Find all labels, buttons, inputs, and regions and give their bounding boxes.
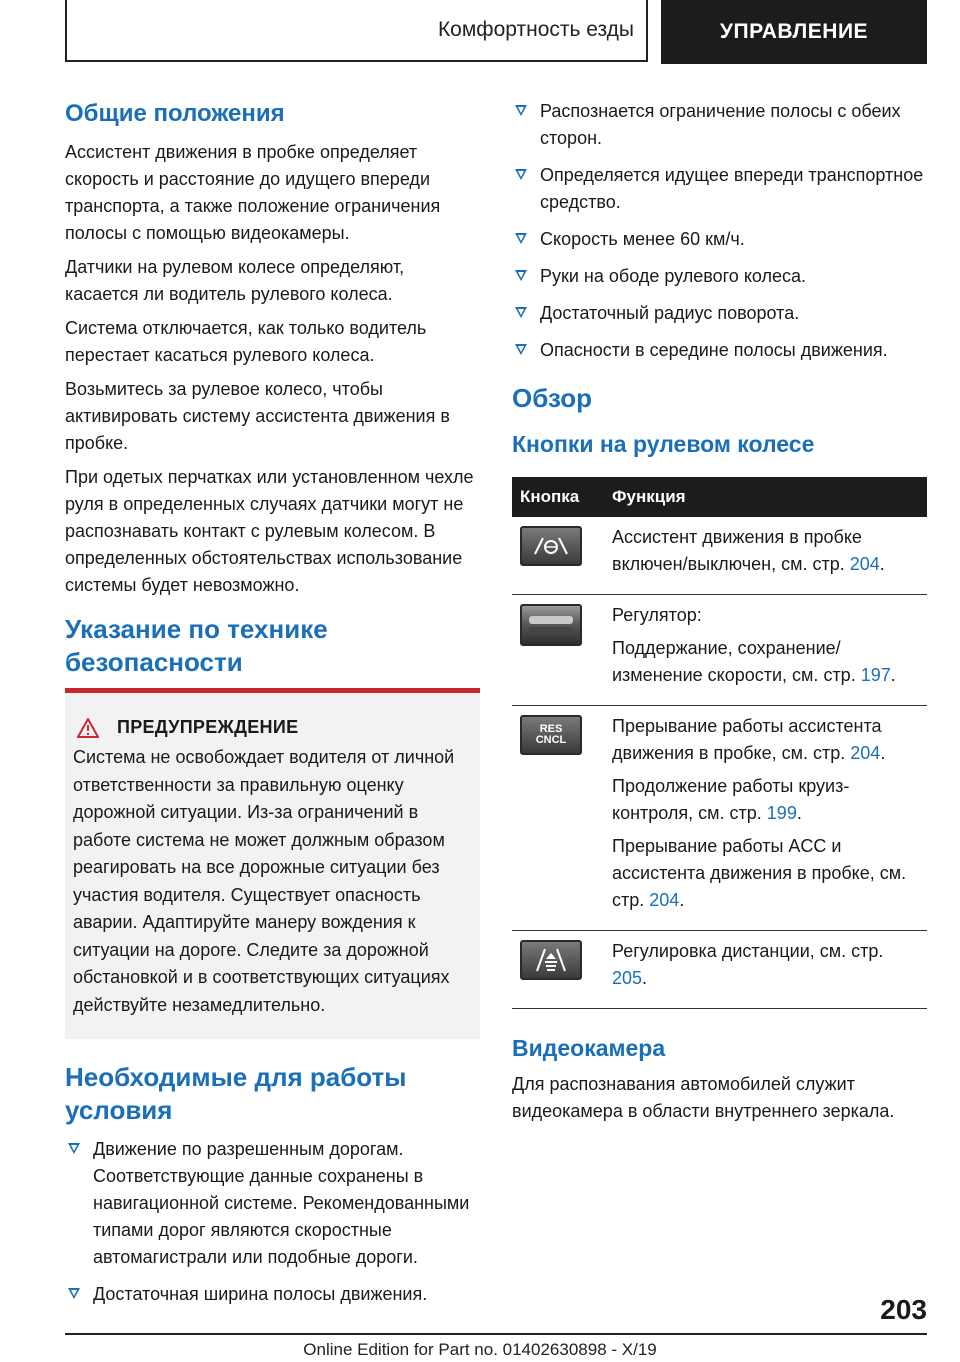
paragraph: Возьмитесь за рулевое колесо, чтобы активировать систему ассистента движения в пробке. [65,379,450,453]
conditions-list-continued [512,98,927,364]
table-row [512,595,927,706]
bullet-triangle-icon [515,105,527,116]
list-item: Достаточная ширина полосы движения. [65,1281,480,1308]
page-number: 203 [880,1294,927,1325]
edition-label: Online Edition for Part no. 01402630898 - X/19 [303,1340,657,1359]
list-item: Движение по разрешенным дорогам. Соответствующие данные сохранены в навигационной системе. Рекомендованными типами дорог являются скоростные автомагистрали или подобные дороги. [65,1136,480,1271]
column-header-function: Функция [604,477,927,517]
paragraph: Система отключается, как только водитель перестает касаться рулевого колеса. [65,318,427,365]
list-item: Определяется идущее впереди транспортное средство. [512,162,927,216]
footer-divider [65,1333,927,1335]
buttons-table [512,477,927,1009]
overview-heading: Обзор [512,383,592,413]
warning-text: Система не освобождает водителя от личной ответственности за правильную оценку дорожной ситуации. Из-за ограничений в работе система не может должным образом реагировать на все дорожные ситуации без участия водителя. Существует опасность аварии. Адаптируйте манеру вождения к ситуации на дороге. Следите за дорожной обстановкой и в соответствующих ситуациях действуйте незамедлительно. [73,747,455,1015]
safety-heading: Указание по технике безопасности [65,614,328,677]
conditions-list [65,1136,480,1308]
function-cell: Регулировка дистанции, см. стр. 205. [604,931,927,1009]
warning-header [73,717,472,738]
paragraph: Ассистент движения в пробке определяет скорость и расстояние до идущего впереди транспорта, а также положение ограничения полосы с помощью видеокамеры. [65,142,441,243]
table-row [512,517,927,595]
table-row [512,931,927,1009]
page-link[interactable]: 204 [649,890,680,910]
rocker-switch-icon [520,604,582,646]
left-column [65,98,480,1318]
section-title: Комфортность езды [65,0,648,62]
column-header-button: Кнопка [512,477,604,517]
list-item: Руки на ободе рулевого колеса. [512,263,927,290]
bullet-triangle-icon [68,1143,80,1154]
res-cncl-icon: RES CNCL [520,715,582,755]
bullet-triangle-icon [515,169,527,180]
buttons-heading: Кнопки на рулевом колесе [512,431,815,457]
right-column [512,98,927,1132]
list-item: Распознается ограничение полосы с обеих сторон. [512,98,927,152]
distance-control-icon [520,940,582,980]
bullet-triangle-icon [68,1288,80,1299]
bullet-triangle-icon [515,344,527,355]
function-cell: Ассистент движения в пробке включен/выключен, см. стр. 204. [604,517,927,595]
warning-box [65,688,480,1039]
page-header [65,0,927,64]
function-cell: Прерывание работы ассистента движения в пробке, см. стр. 204. Продолжение работы круиз-контроля, см. стр. 199. Прерывание работы ACC и ассистента движения в пробке, см. стр. 204. [604,706,927,931]
list-item: Опасности в середине полосы движения. [512,337,927,364]
paragraph: При одетых перчатках или установленном чехле руля в определенных случаях датчики могут не распознавать контакт с рулевым колесом. В определенных обстоятельствах использование системы будет невозможно. [65,467,474,595]
function-cell: Регулятор: Поддержание, сохранение/изменение скорости, см. стр. 197. [604,595,927,706]
table-row [512,706,927,931]
page-link[interactable]: 205 [612,968,643,988]
chapter-tab: УПРАВЛЕНИЕ [661,0,927,64]
conditions-heading: Необходимые для работы условия [65,1062,407,1125]
bullet-triangle-icon [515,233,527,244]
warning-title: ПРЕДУПРЕЖДЕНИЕ [117,717,299,737]
camera-text: Для распознавания автомобилей служит видеокамера в области внутреннего зеркала. [512,1074,895,1121]
bullet-triangle-icon [515,270,527,281]
camera-heading: Видеокамера [512,1035,666,1061]
steering-wheel-assist-icon [520,526,582,566]
paragraph: Датчики на рулевом колесе определяют, касается ли водитель рулевого колеса. [65,257,405,304]
warning-triangle-icon [77,718,99,738]
bullet-triangle-icon [515,307,527,318]
list-item: Скорость менее 60 км/ч. [512,226,927,253]
page-link[interactable]: 197 [860,665,891,685]
list-item: Достаточный радиус поворота. [512,300,927,327]
general-heading: Общие положения [65,100,285,127]
page-link[interactable]: 199 [766,803,797,823]
page-link[interactable]: 204 [850,743,881,763]
page-link[interactable]: 204 [849,554,880,574]
table-header-row [512,477,927,517]
